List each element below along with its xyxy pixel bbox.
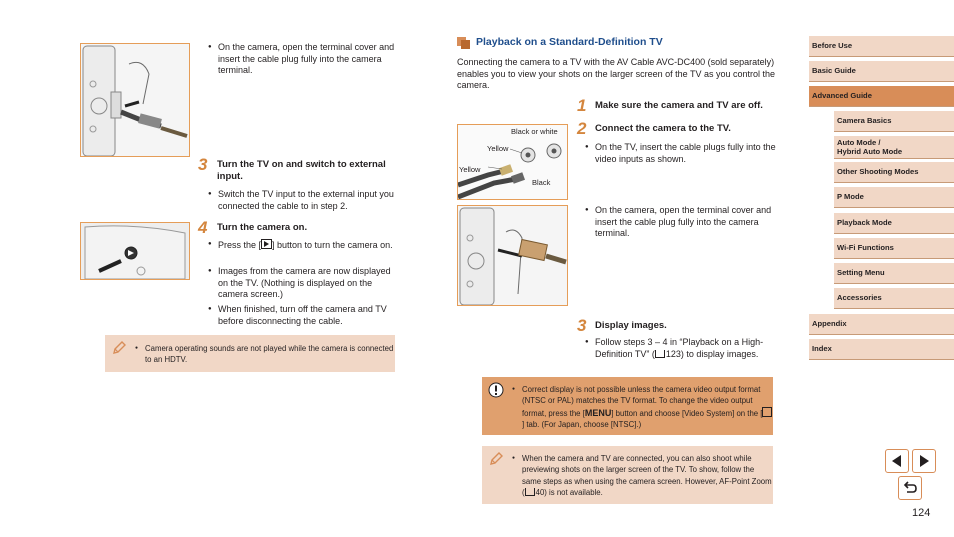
sidebar-item-accessories[interactable] — [834, 288, 954, 309]
pencil-icon — [111, 340, 127, 356]
sidebar-item-label: Setting Menu — [837, 268, 885, 277]
book-ref-icon — [655, 350, 665, 358]
step-4-number: 4 — [198, 218, 208, 237]
step-4-bullet-2: ● Images from the camera are now displayed on the TV. (Nothing is displayed on the camera screen.) — [208, 266, 403, 301]
right-step-1-number: 1 — [577, 96, 587, 115]
next-arrow-icon — [920, 455, 929, 467]
camera-av-terminal-photo — [457, 205, 568, 306]
tools-tab-icon — [762, 407, 772, 417]
right-note-text-pre: When the camera and TV are connected, you can also shoot while previewing shots on the larger screen of the TV. To show, follow the same steps as when using the camera screen. However, AF-Point Zoom ( — [522, 454, 772, 497]
power-button-photo — [80, 222, 190, 280]
prev-arrow-icon — [892, 455, 901, 467]
section-intro: Connecting the camera to a TV with the AV Cable AVC-DC400 (sold separately) enables you to view your shots on the larger screen of the TV as you control the camera. — [457, 57, 776, 90]
av-cable-diagram — [457, 124, 568, 200]
step-4-bullet-3: ● When finished, turn off the camera and TV before disconnecting the cable. — [208, 304, 403, 327]
sidebar-item-label: Auto Mode / Hybrid Auto Mode — [837, 138, 903, 156]
sidebar-item-playback-mode[interactable] — [834, 213, 954, 234]
left-note-box — [105, 335, 395, 372]
left-top-bullet: ● On the camera, open the terminal cover and insert the cable plug fully into the camera terminal. — [208, 42, 403, 77]
right-step-2-title: Connect the camera to the TV. — [595, 123, 731, 134]
step-4-bullet-1-post: ] button to turn the camera on. — [272, 240, 393, 250]
page-number: 124 — [912, 507, 931, 519]
right-step-3-number: 3 — [577, 316, 587, 335]
caution-text-2: ] button and choose [Video System] on the [ — [611, 408, 763, 418]
sidebar-item-label: Other Shooting Modes — [837, 167, 919, 176]
step-4-title: Turn the camera on. — [217, 222, 308, 233]
book-ref-icon-2 — [525, 488, 535, 496]
sidebar-item-p-mode[interactable] — [834, 187, 954, 208]
right-note-box — [482, 446, 773, 504]
right-step-2-bullet-2: ● On the camera, open the terminal cover and insert the cable plug fully into the camera terminal. — [585, 205, 785, 240]
right-step-3-title: Display images. — [595, 320, 667, 331]
caution-text — [512, 384, 774, 430]
sidebar-item-label: Before Use — [812, 41, 853, 50]
caution-icon — [488, 382, 504, 398]
label-black-or-white: Black or white — [511, 127, 558, 136]
playback-icon — [261, 239, 272, 249]
caution-text-1: Correct display is not possible unless the camera video output format (NTSC or PAL) matches the TV format. To change the video output format, press the [ — [522, 385, 761, 418]
right-step-2-bullet-1: ● On the TV, insert the cable plugs fully into the video inputs as shown. — [585, 142, 785, 165]
sidebar-item-label: Camera Basics — [837, 116, 892, 125]
sidebar-item-label: Advanced Guide — [812, 91, 872, 100]
next-page-button[interactable] — [912, 449, 936, 473]
right-step-3-bullet-ref: 123) to display images. — [665, 348, 759, 359]
label-yellow-bottom: Yellow — [459, 165, 481, 174]
caution-box — [482, 377, 773, 435]
sidebar-item-before-use[interactable] — [809, 36, 954, 57]
return-button[interactable] — [898, 476, 922, 500]
menu-label: MENU — [584, 407, 612, 418]
right-note-text — [512, 453, 774, 498]
sidebar-item-camera-basics[interactable] — [834, 111, 954, 132]
right-step-3-bullet-pre: Follow steps 3 – 4 in “Playback on a High-Definition TV” ( — [595, 337, 764, 359]
step-3-number: 3 — [198, 155, 208, 174]
label-black: Black — [532, 178, 551, 187]
sidebar-item-label: Playback Mode — [837, 218, 892, 227]
prev-page-button[interactable] — [885, 449, 909, 473]
return-icon — [902, 480, 918, 496]
caution-text-3: ] tab. (For Japan, choose [NTSC].) — [522, 419, 642, 429]
sidebar-item-label: Basic Guide — [812, 66, 856, 75]
right-note-text-post: 40) is not available. — [535, 487, 603, 497]
sidebar-item-label: Appendix — [812, 319, 847, 328]
right-step-1-title: Make sure the camera and TV are off. — [595, 100, 763, 111]
camera-terminal-photo — [80, 43, 190, 157]
left-note-text: ● Camera operating sounds are not played while the camera is connected to an HDTV. — [135, 343, 395, 366]
sidebar-item-appendix[interactable] — [809, 314, 954, 335]
step-4-bullet-1 — [208, 239, 403, 252]
sidebar-item-setting-menu[interactable] — [834, 263, 954, 284]
step-4-bullet-1-pre: Press the [ — [218, 240, 262, 250]
step-3-title: Turn the TV on and switch to external input. — [217, 159, 386, 182]
right-step-3-bullet — [585, 337, 775, 360]
sidebar-item-label: P Mode — [837, 192, 864, 201]
sidebar-item-basic-guide[interactable] — [809, 61, 954, 82]
sidebar-item-wi-fi-functions[interactable] — [834, 238, 954, 259]
right-step-2-number: 2 — [577, 119, 587, 138]
sidebar-item-label: Index — [812, 344, 832, 353]
label-yellow-top: Yellow — [487, 144, 509, 153]
sidebar-item-auto-mode-hybrid-auto-mode[interactable] — [834, 136, 954, 159]
sidebar-item-label: Wi-Fi Functions — [837, 243, 894, 252]
pencil-icon-2 — [488, 451, 504, 467]
step-3-bullet: ● Switch the TV input to the external input you connected the cable to in step 2. — [208, 189, 403, 212]
sidebar-item-advanced-guide[interactable] — [809, 86, 954, 107]
sidebar-item-other-shooting-modes[interactable] — [834, 162, 954, 183]
section-title: Playback on a Standard-Definition TV — [476, 36, 663, 48]
section-icon — [457, 37, 470, 49]
sidebar-item-index[interactable] — [809, 339, 954, 360]
sidebar-item-label: Accessories — [837, 293, 882, 302]
